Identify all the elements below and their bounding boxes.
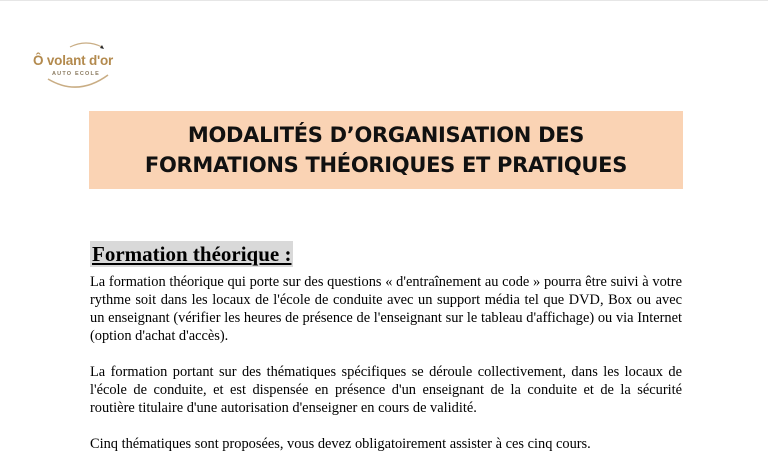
section-heading: Formation théorique : [92, 242, 292, 266]
logo-subtitle: AUTO ECOLE [52, 71, 100, 77]
title-line-1: MODALITÉS D’ORGANISATION DES [187, 123, 585, 147]
title-line-2: FORMATIONS THÉORIQUES ET PRATIQUES [144, 153, 628, 177]
paragraph-3: Cinq thématiques sont proposées, vous devez obligatoirement assister à ces cinq cours. [90, 436, 591, 452]
paragraph-1: La formation théorique qui porte sur des questions « d'entraînement au code » pourra être suivi à votre rythme soit dans les locaux de l'école de conduite avec un support média tel que DVD, Box ou avec un enseignant (vérifier les heures de présence de l'enseignant sur le tableau d'affichage) ou via Internet (option d'achat d'accès). [90, 274, 682, 344]
paragraph-2: La formation portant sur des thématiques spécifiques se déroule collectivement, dans les locaux de l'école de conduite, et est dispensée en présence d'un enseignant de la conduite et de la sécurité routière titulaire d'une autorisation d'enseigner en cours de validité. [90, 364, 682, 416]
title-banner [89, 111, 683, 189]
driving-school-logo [30, 35, 130, 95]
logo-name: Ô volant d'or [33, 53, 114, 68]
section-body [90, 273, 682, 452]
